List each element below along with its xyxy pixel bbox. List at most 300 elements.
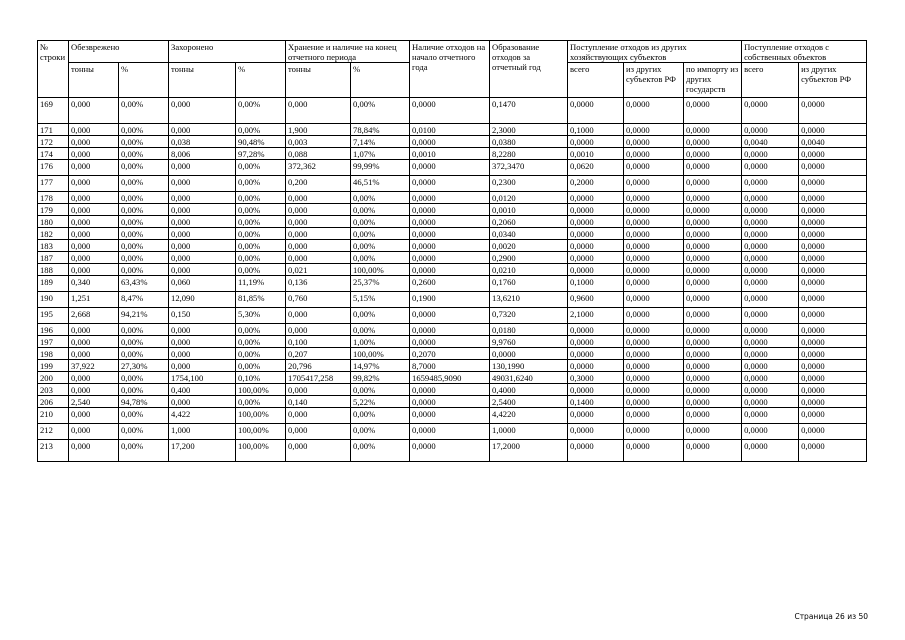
table-cell-s-p: 0,00% bbox=[351, 408, 410, 424]
table-cell-n-p: 0,00% bbox=[119, 216, 169, 228]
table-cell-no: 206 bbox=[38, 396, 69, 408]
table-cell-o-imp: 0,0000 bbox=[684, 136, 742, 148]
table-cell-w-rf: 0,0000 bbox=[799, 160, 867, 176]
table-cell-w-total: 0,0000 bbox=[742, 124, 799, 136]
table-cell-start: 8,7000 bbox=[410, 360, 490, 372]
table-cell-start: 0,0000 bbox=[410, 424, 490, 440]
table-cell-s-p: 0,00% bbox=[351, 192, 410, 204]
table-cell-o-total: 0,1000 bbox=[568, 124, 624, 136]
table-cell-no: 203 bbox=[38, 384, 69, 396]
table-cell-w-rf: 0,0040 bbox=[799, 136, 867, 148]
table-cell-s-t: 0,003 bbox=[286, 136, 351, 148]
table-cell-n-t: 0,000 bbox=[69, 408, 119, 424]
table-cell-w-total: 0,0000 bbox=[742, 408, 799, 424]
table-cell-n-t: 0,000 bbox=[69, 136, 119, 148]
table-cell-s-p: 1,00% bbox=[351, 336, 410, 348]
table-cell-n-t: 0,000 bbox=[69, 440, 119, 462]
table-cell-o-rf: 0,0000 bbox=[624, 240, 684, 252]
table-row bbox=[38, 276, 867, 292]
table-cell-b-t: 0,060 bbox=[169, 276, 236, 292]
table-cell-s-p: 14,97% bbox=[351, 360, 410, 372]
table-cell-w-total: 0,0040 bbox=[742, 136, 799, 148]
table-cell-b-p: 0,00% bbox=[236, 240, 286, 252]
table-cell-gen: 0,0020 bbox=[490, 240, 568, 252]
table-cell-n-t: 0,000 bbox=[69, 324, 119, 336]
table-cell-n-p: 0,00% bbox=[119, 336, 169, 348]
table-cell-w-total: 0,0000 bbox=[742, 276, 799, 292]
table-cell-s-t: 0,088 bbox=[286, 148, 351, 160]
table-body bbox=[38, 98, 867, 462]
table-cell-n-p: 0,00% bbox=[119, 240, 169, 252]
table-cell-s-p: 0,00% bbox=[351, 324, 410, 336]
table-cell-o-rf: 0,0000 bbox=[624, 252, 684, 264]
table-cell-s-p: 0,00% bbox=[351, 424, 410, 440]
table-cell-b-t: 0,400 bbox=[169, 384, 236, 396]
table-cell-o-rf: 0,0000 bbox=[624, 408, 684, 424]
table-cell-w-total: 0,0000 bbox=[742, 216, 799, 228]
table-cell-w-total: 0,0000 bbox=[742, 324, 799, 336]
table-row bbox=[38, 204, 867, 216]
table-cell-o-total: 0,9600 bbox=[568, 292, 624, 308]
table-cell-s-p: 0,00% bbox=[351, 216, 410, 228]
sub-storage-tonnes: тонны bbox=[286, 63, 351, 98]
sub-storage-percent: % bbox=[351, 63, 410, 98]
table-row bbox=[38, 252, 867, 264]
table-cell-no: 183 bbox=[38, 240, 69, 252]
table-cell-n-p: 0,00% bbox=[119, 424, 169, 440]
table-cell-o-total: 0,0000 bbox=[568, 228, 624, 240]
col-from-own: Поступление отходов с собственных объектов bbox=[742, 41, 867, 63]
table-row bbox=[38, 160, 867, 176]
table-cell-o-total: 0,0000 bbox=[568, 98, 624, 124]
table-cell-s-p: 7,14% bbox=[351, 136, 410, 148]
table-cell-n-p: 0,00% bbox=[119, 98, 169, 124]
table-row bbox=[38, 336, 867, 348]
table-cell-o-total: 0,0000 bbox=[568, 136, 624, 148]
table-row bbox=[38, 176, 867, 192]
table-cell-s-p: 25,37% bbox=[351, 276, 410, 292]
table-cell-w-total: 0,0000 bbox=[742, 240, 799, 252]
table-cell-no: 195 bbox=[38, 308, 69, 324]
table-row bbox=[38, 124, 867, 136]
table-cell-gen: 0,0210 bbox=[490, 264, 568, 276]
table-cell-n-t: 0,000 bbox=[69, 348, 119, 360]
table-cell-o-imp: 0,0000 bbox=[684, 98, 742, 124]
table-row bbox=[38, 216, 867, 228]
table-cell-n-t: 0,000 bbox=[69, 384, 119, 396]
table-cell-no: 171 bbox=[38, 124, 69, 136]
table-cell-gen: 0,2300 bbox=[490, 176, 568, 192]
table-cell-w-rf: 0,0000 bbox=[799, 98, 867, 124]
table-cell-n-t: 0,000 bbox=[69, 228, 119, 240]
table-cell-no: 187 bbox=[38, 252, 69, 264]
table-cell-w-rf: 0,0000 bbox=[799, 240, 867, 252]
table-cell-no: 182 bbox=[38, 228, 69, 240]
table-cell-s-p: 0,00% bbox=[351, 308, 410, 324]
table-cell-o-total: 0,0000 bbox=[568, 264, 624, 276]
table-cell-n-p: 0,00% bbox=[119, 324, 169, 336]
table-cell-b-p: 100,00% bbox=[236, 384, 286, 396]
table-cell-o-total: 0,0000 bbox=[568, 360, 624, 372]
col-from-other: Поступление отходов из других хозяйствующих субъектов bbox=[568, 41, 742, 63]
table-cell-o-total: 0,1000 bbox=[568, 276, 624, 292]
table-cell-gen: 130,1990 bbox=[490, 360, 568, 372]
table-cell-start: 0,0000 bbox=[410, 336, 490, 348]
table-cell-n-t: 0,000 bbox=[69, 424, 119, 440]
table-cell-o-imp: 0,0000 bbox=[684, 396, 742, 408]
table-cell-gen: 1,0000 bbox=[490, 424, 568, 440]
table-cell-s-t: 0,000 bbox=[286, 228, 351, 240]
table-cell-w-rf: 0,0000 bbox=[799, 424, 867, 440]
table-cell-gen: 0,0010 bbox=[490, 204, 568, 216]
table-cell-n-t: 1,251 bbox=[69, 292, 119, 308]
table-cell-o-imp: 0,0000 bbox=[684, 408, 742, 424]
table-cell-w-rf: 0,0000 bbox=[799, 228, 867, 240]
table-cell-o-total: 0,0000 bbox=[568, 240, 624, 252]
table-cell-o-total: 0,0620 bbox=[568, 160, 624, 176]
table-cell-o-total: 0,0000 bbox=[568, 384, 624, 396]
table-cell-w-rf: 0,0000 bbox=[799, 336, 867, 348]
table-cell-o-total: 2,1000 bbox=[568, 308, 624, 324]
table-cell-w-total: 0,0000 bbox=[742, 264, 799, 276]
table-cell-n-t: 37,922 bbox=[69, 360, 119, 372]
sub-buried-percent: % bbox=[236, 63, 286, 98]
table-row bbox=[38, 136, 867, 148]
table-row bbox=[38, 192, 867, 204]
table-cell-w-total: 0,0000 bbox=[742, 98, 799, 124]
table-cell-s-p: 0,00% bbox=[351, 204, 410, 216]
table-cell-b-p: 0,00% bbox=[236, 228, 286, 240]
table-cell-no: 198 bbox=[38, 348, 69, 360]
table-row bbox=[38, 98, 867, 124]
table-cell-o-total: 0,0000 bbox=[568, 424, 624, 440]
table-cell-n-p: 0,00% bbox=[119, 264, 169, 276]
table-cell-w-total: 0,0000 bbox=[742, 440, 799, 462]
table-cell-b-p: 0,00% bbox=[236, 360, 286, 372]
table-cell-gen: 0,1470 bbox=[490, 98, 568, 124]
table-cell-gen: 17,2000 bbox=[490, 440, 568, 462]
table-cell-s-p: 5,15% bbox=[351, 292, 410, 308]
sub-other-import: по импорту из других государств bbox=[684, 63, 742, 98]
table-cell-s-t: 0,000 bbox=[286, 384, 351, 396]
table-cell-s-t: 0,021 bbox=[286, 264, 351, 276]
table-cell-o-total: 0,1400 bbox=[568, 396, 624, 408]
table-cell-o-imp: 0,0000 bbox=[684, 148, 742, 160]
table-cell-o-total: 0,3000 bbox=[568, 372, 624, 384]
table-cell-start: 0,0100 bbox=[410, 124, 490, 136]
table-cell-b-p: 0,00% bbox=[236, 98, 286, 124]
table-cell-b-t: 1,000 bbox=[169, 424, 236, 440]
table-cell-n-p: 0,00% bbox=[119, 252, 169, 264]
table-cell-start: 0,0000 bbox=[410, 252, 490, 264]
table-cell-b-t: 0,000 bbox=[169, 360, 236, 372]
table-cell-o-imp: 0,0000 bbox=[684, 348, 742, 360]
table-cell-b-p: 0,00% bbox=[236, 252, 286, 264]
table-cell-o-total: 0,0000 bbox=[568, 192, 624, 204]
table-cell-w-rf: 0,0000 bbox=[799, 148, 867, 160]
table-cell-s-t: 0,000 bbox=[286, 192, 351, 204]
table-cell-o-rf: 0,0000 bbox=[624, 216, 684, 228]
table-cell-o-imp: 0,0000 bbox=[684, 276, 742, 292]
table-cell-w-total: 0,0000 bbox=[742, 228, 799, 240]
table-cell-w-rf: 0,0000 bbox=[799, 204, 867, 216]
table-cell-s-t: 0,760 bbox=[286, 292, 351, 308]
table-cell-s-p: 1,07% bbox=[351, 148, 410, 160]
table-cell-gen: 2,3000 bbox=[490, 124, 568, 136]
table-cell-o-imp: 0,0000 bbox=[684, 176, 742, 192]
table-cell-o-total: 0,0000 bbox=[568, 348, 624, 360]
table-cell-gen: 49031,6240 bbox=[490, 372, 568, 384]
col-generated: Образование отходов за отчетный год bbox=[490, 41, 568, 98]
table-cell-n-p: 0,00% bbox=[119, 148, 169, 160]
table-row bbox=[38, 372, 867, 384]
table-cell-b-p: 5,30% bbox=[236, 308, 286, 324]
table-cell-o-rf: 0,0000 bbox=[624, 292, 684, 308]
table-cell-b-t: 0,000 bbox=[169, 240, 236, 252]
table-cell-w-rf: 0,0000 bbox=[799, 124, 867, 136]
table-cell-start: 0,0000 bbox=[410, 384, 490, 396]
table-cell-o-rf: 0,0000 bbox=[624, 160, 684, 176]
table-cell-s-p: 0,00% bbox=[351, 98, 410, 124]
table-cell-n-t: 0,000 bbox=[69, 124, 119, 136]
table-cell-b-t: 0,000 bbox=[169, 192, 236, 204]
table-cell-gen: 372,3470 bbox=[490, 160, 568, 176]
table-cell-b-p: 0,00% bbox=[236, 324, 286, 336]
table-cell-n-p: 0,00% bbox=[119, 440, 169, 462]
table-cell-o-total: 0,0000 bbox=[568, 408, 624, 424]
table-cell-gen: 0,7320 bbox=[490, 308, 568, 324]
table-cell-start: 0,0000 bbox=[410, 308, 490, 324]
table-cell-start: 0,0010 bbox=[410, 148, 490, 160]
sub-other-total: всего bbox=[568, 63, 624, 98]
waste-report-table bbox=[37, 40, 867, 462]
table-cell-start: 0,0000 bbox=[410, 98, 490, 124]
table-cell-n-p: 0,00% bbox=[119, 408, 169, 424]
table-cell-w-total: 0,0000 bbox=[742, 292, 799, 308]
table-cell-no: 213 bbox=[38, 440, 69, 462]
table-cell-o-rf: 0,0000 bbox=[624, 228, 684, 240]
table-cell-o-imp: 0,0000 bbox=[684, 324, 742, 336]
table-cell-w-total: 0,0000 bbox=[742, 192, 799, 204]
table-cell-b-p: 0,00% bbox=[236, 264, 286, 276]
table-cell-w-rf: 0,0000 bbox=[799, 408, 867, 424]
table-cell-o-imp: 0,0000 bbox=[684, 372, 742, 384]
table-cell-o-imp: 0,0000 bbox=[684, 124, 742, 136]
table-cell-o-imp: 0,0000 bbox=[684, 384, 742, 396]
table-cell-s-t: 1,900 bbox=[286, 124, 351, 136]
table-cell-no: 179 bbox=[38, 204, 69, 216]
table-cell-n-p: 0,00% bbox=[119, 384, 169, 396]
table-cell-w-total: 0,0000 bbox=[742, 424, 799, 440]
table-cell-n-t: 0,000 bbox=[69, 204, 119, 216]
table-row bbox=[38, 324, 867, 336]
table-cell-b-t: 0,000 bbox=[169, 216, 236, 228]
table-cell-b-t: 0,150 bbox=[169, 308, 236, 324]
table-cell-b-p: 0,00% bbox=[236, 204, 286, 216]
table-cell-o-imp: 0,0000 bbox=[684, 216, 742, 228]
table-row bbox=[38, 292, 867, 308]
table-cell-w-total: 0,0000 bbox=[742, 308, 799, 324]
table-cell-b-t: 0,000 bbox=[169, 176, 236, 192]
table-cell-b-t: 0,000 bbox=[169, 324, 236, 336]
table-cell-n-t: 0,000 bbox=[69, 148, 119, 160]
table-cell-o-rf: 0,0000 bbox=[624, 440, 684, 462]
table-cell-b-p: 100,00% bbox=[236, 408, 286, 424]
table-cell-n-p: 8,47% bbox=[119, 292, 169, 308]
table-cell-o-total: 0,0000 bbox=[568, 324, 624, 336]
table-header bbox=[38, 41, 867, 98]
table-cell-b-t: 0,000 bbox=[169, 124, 236, 136]
table-cell-start: 0,0000 bbox=[410, 264, 490, 276]
table-cell-w-rf: 0,0000 bbox=[799, 252, 867, 264]
table-cell-no: 199 bbox=[38, 360, 69, 372]
table-cell-o-imp: 0,0000 bbox=[684, 440, 742, 462]
table-cell-start: 0,0000 bbox=[410, 216, 490, 228]
sub-own-rf: из других субъектов РФ bbox=[799, 63, 867, 98]
table-cell-w-rf: 0,0000 bbox=[799, 216, 867, 228]
table-cell-o-imp: 0,0000 bbox=[684, 308, 742, 324]
table-row bbox=[38, 396, 867, 408]
table-cell-n-p: 27,30% bbox=[119, 360, 169, 372]
table-cell-o-imp: 0,0000 bbox=[684, 240, 742, 252]
table-cell-w-total: 0,0000 bbox=[742, 176, 799, 192]
table-row bbox=[38, 348, 867, 360]
table-cell-w-total: 0,0000 bbox=[742, 336, 799, 348]
table-cell-s-t: 0,000 bbox=[286, 324, 351, 336]
table-cell-w-rf: 0,0000 bbox=[799, 192, 867, 204]
table-cell-b-t: 0,000 bbox=[169, 204, 236, 216]
table-cell-n-p: 0,00% bbox=[119, 372, 169, 384]
table-cell-s-p: 46,51% bbox=[351, 176, 410, 192]
table-cell-w-total: 0,0000 bbox=[742, 252, 799, 264]
table-cell-o-rf: 0,0000 bbox=[624, 148, 684, 160]
table-cell-no: 196 bbox=[38, 324, 69, 336]
table-cell-o-rf: 0,0000 bbox=[624, 176, 684, 192]
table-cell-b-t: 0,000 bbox=[169, 98, 236, 124]
table-cell-n-p: 94,21% bbox=[119, 308, 169, 324]
table-cell-start: 0,0000 bbox=[410, 240, 490, 252]
table-cell-w-rf: 0,0000 bbox=[799, 264, 867, 276]
table-cell-start: 0,0000 bbox=[410, 228, 490, 240]
table-cell-no: 188 bbox=[38, 264, 69, 276]
table-cell-gen: 13,6210 bbox=[490, 292, 568, 308]
table-cell-b-p: 0,00% bbox=[236, 124, 286, 136]
table-cell-o-rf: 0,0000 bbox=[624, 276, 684, 292]
table-cell-w-total: 0,0000 bbox=[742, 360, 799, 372]
table-cell-o-rf: 0,0000 bbox=[624, 336, 684, 348]
table-cell-b-t: 0,000 bbox=[169, 336, 236, 348]
table-cell-gen: 4,4220 bbox=[490, 408, 568, 424]
table-cell-b-p: 0,00% bbox=[236, 176, 286, 192]
col-buried: Захоронено bbox=[169, 41, 286, 63]
table-cell-s-p: 5,22% bbox=[351, 396, 410, 408]
table-cell-no: 190 bbox=[38, 292, 69, 308]
table-cell-w-rf: 0,0000 bbox=[799, 308, 867, 324]
table-cell-start: 0,0000 bbox=[410, 192, 490, 204]
table-cell-s-t: 0,207 bbox=[286, 348, 351, 360]
table-cell-gen: 0,2900 bbox=[490, 252, 568, 264]
table-cell-start: 0,0000 bbox=[410, 408, 490, 424]
table-cell-o-imp: 0,0000 bbox=[684, 204, 742, 216]
table-cell-w-rf: 0,0000 bbox=[799, 440, 867, 462]
table-cell-start: 0,0000 bbox=[410, 204, 490, 216]
table-cell-b-p: 11,19% bbox=[236, 276, 286, 292]
table-cell-b-t: 4,422 bbox=[169, 408, 236, 424]
table-cell-start: 0,0000 bbox=[410, 396, 490, 408]
table-cell-no: 212 bbox=[38, 424, 69, 440]
table-cell-w-total: 0,0000 bbox=[742, 384, 799, 396]
col-storage: Хранение и наличие на конец отчетного периода bbox=[286, 41, 410, 63]
table-cell-o-total: 0,2000 bbox=[568, 176, 624, 192]
table-cell-b-t: 17,200 bbox=[169, 440, 236, 462]
table-cell-o-total: 0,0000 bbox=[568, 204, 624, 216]
table-cell-o-imp: 0,0000 bbox=[684, 292, 742, 308]
table-cell-s-p: 78,84% bbox=[351, 124, 410, 136]
table-cell-s-t: 0,000 bbox=[286, 98, 351, 124]
table-cell-o-rf: 0,0000 bbox=[624, 204, 684, 216]
table-cell-s-p: 100,00% bbox=[351, 264, 410, 276]
table-cell-w-rf: 0,0000 bbox=[799, 176, 867, 192]
table-cell-n-t: 0,000 bbox=[69, 240, 119, 252]
table-cell-o-imp: 0,0000 bbox=[684, 360, 742, 372]
table-cell-b-t: 0,000 bbox=[169, 160, 236, 176]
table-cell-s-t: 0,000 bbox=[286, 424, 351, 440]
table-row bbox=[38, 360, 867, 372]
table-cell-start: 0,0000 bbox=[410, 160, 490, 176]
table-cell-o-rf: 0,0000 bbox=[624, 324, 684, 336]
table-cell-start: 1659485,9090 bbox=[410, 372, 490, 384]
table-cell-o-imp: 0,0000 bbox=[684, 160, 742, 176]
table-cell-gen: 2,5400 bbox=[490, 396, 568, 408]
table-cell-b-t: 0,000 bbox=[169, 264, 236, 276]
table-cell-w-rf: 0,0000 bbox=[799, 292, 867, 308]
table-row bbox=[38, 440, 867, 462]
table-cell-b-p: 0,00% bbox=[236, 336, 286, 348]
table-cell-b-p: 0,00% bbox=[236, 216, 286, 228]
table-cell-b-p: 0,00% bbox=[236, 160, 286, 176]
table-cell-o-rf: 0,0000 bbox=[624, 396, 684, 408]
table-cell-o-imp: 0,0000 bbox=[684, 336, 742, 348]
table-cell-o-rf: 0,0000 bbox=[624, 348, 684, 360]
table-cell-o-rf: 0,0000 bbox=[624, 264, 684, 276]
sub-other-rf: из других субъектов РФ bbox=[624, 63, 684, 98]
table-cell-gen: 0,4000 bbox=[490, 384, 568, 396]
table-cell-w-rf: 0,0000 bbox=[799, 372, 867, 384]
sub-own-total: всего bbox=[742, 63, 799, 98]
table-cell-o-imp: 0,0000 bbox=[684, 252, 742, 264]
table-cell-o-rf: 0,0000 bbox=[624, 424, 684, 440]
table-cell-b-p: 100,00% bbox=[236, 440, 286, 462]
table-cell-b-p: 0,00% bbox=[236, 396, 286, 408]
table-cell-s-p: 0,00% bbox=[351, 384, 410, 396]
table-cell-o-imp: 0,0000 bbox=[684, 192, 742, 204]
table-cell-o-total: 0,0010 bbox=[568, 148, 624, 160]
table-cell-w-rf: 0,0000 bbox=[799, 384, 867, 396]
table-row bbox=[38, 308, 867, 324]
table-cell-w-rf: 0,0000 bbox=[799, 276, 867, 292]
table-cell-b-t: 0,000 bbox=[169, 396, 236, 408]
table-row bbox=[38, 264, 867, 276]
table-row bbox=[38, 148, 867, 160]
table-cell-n-p: 0,00% bbox=[119, 348, 169, 360]
table-cell-s-p: 100,00% bbox=[351, 348, 410, 360]
table-cell-n-p: 63,43% bbox=[119, 276, 169, 292]
table-cell-no: 176 bbox=[38, 160, 69, 176]
table-cell-n-t: 2,540 bbox=[69, 396, 119, 408]
table-cell-n-p: 0,00% bbox=[119, 136, 169, 148]
table-cell-gen: 9,9760 bbox=[490, 336, 568, 348]
table-cell-s-t: 0,000 bbox=[286, 440, 351, 462]
